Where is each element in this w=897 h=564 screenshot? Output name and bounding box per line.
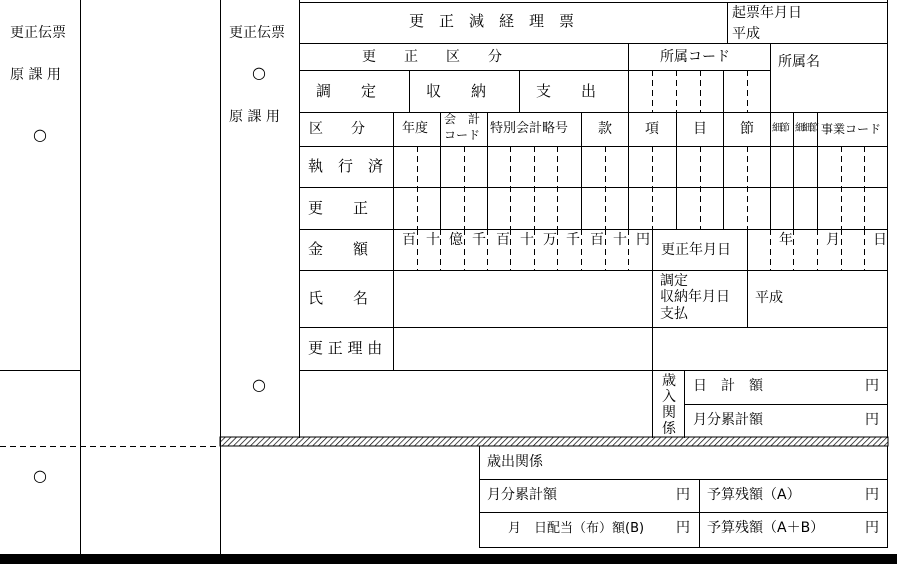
expenditure-allocation-yen: 円	[676, 520, 690, 536]
col-kou: 項	[645, 121, 659, 137]
type-shuno: 収 納	[426, 82, 487, 100]
col-saisetsu: 細節	[772, 123, 788, 134]
col-moku: 目	[693, 121, 707, 137]
stub-punch-circle-lower: ○	[33, 466, 47, 485]
expenditure-monthly-total-label: 月分累計額	[487, 487, 557, 503]
col-setsu: 節	[740, 121, 754, 137]
dept-code-label: 所属コード	[660, 49, 730, 65]
col-account-code-1: 会 計	[444, 112, 481, 126]
type-shishutsu: 支 出	[536, 82, 597, 100]
form-title: 更 正 減 経 理 票	[409, 12, 575, 30]
col-account-code-2: コード	[444, 128, 481, 142]
correction-date-label: 更正年月日	[661, 242, 731, 258]
correction-date-month: 月	[826, 232, 840, 248]
digit-unit: 十	[426, 232, 440, 248]
budget-balance-a-label: 予算残額（A）	[707, 487, 801, 503]
correction-type-label: 更 正 区 分	[362, 49, 502, 65]
digit-unit: 十	[520, 232, 534, 248]
col-project-code: 事業コード	[821, 122, 882, 136]
col-special-account: 特別会計略号	[490, 121, 569, 136]
digit-unit: 千	[566, 232, 580, 248]
revenue-label-char: 係	[662, 421, 676, 437]
budget-balance-a-yen: 円	[865, 487, 879, 503]
inner-punch-circle-lower: ○	[252, 375, 266, 394]
revenue-daily-total-label: 日 計 額	[693, 378, 763, 394]
expenditure-allocation-label: 月 日配当（布）額(B)	[508, 521, 645, 536]
dept-name-label: 所属名	[778, 54, 820, 70]
inner-dept-copy: 原 課 用	[229, 109, 280, 125]
row-name: 氏 名	[308, 289, 369, 307]
issue-date-era: 平成	[732, 26, 760, 42]
stub-punch-circle: ○	[33, 125, 47, 144]
expenditure-label: 歳出関係	[487, 454, 543, 470]
digit-unit: 百	[402, 232, 416, 248]
digit-unit: 円	[636, 232, 650, 248]
settle-date-line1: 調定	[660, 273, 688, 289]
row-executed: 執 行 済	[308, 157, 384, 175]
revenue-monthly-total-label: 月分累計額	[693, 412, 763, 428]
budget-balance-ab-label: 予算残額（A＋B）	[707, 520, 825, 536]
digit-unit: 万	[543, 232, 557, 248]
col-kubun: 区 分	[309, 121, 365, 137]
inner-title: 更正伝票	[229, 25, 285, 41]
stub-dept-copy: 原 課 用	[10, 67, 61, 83]
settle-date-line2: 収納年月日	[660, 289, 730, 305]
expenditure-monthly-yen: 円	[676, 487, 690, 503]
digit-unit: 百	[496, 232, 510, 248]
col-saisaisetsu: 細細節	[795, 123, 816, 134]
settle-date-line3: 支払	[660, 306, 688, 322]
revenue-label-char: 関	[662, 405, 676, 421]
col-kan: 款	[598, 121, 612, 137]
digit-unit: 千	[472, 232, 486, 248]
digit-unit: 百	[590, 232, 604, 248]
digit-unit: 十	[613, 232, 627, 248]
inner-punch-circle: ○	[252, 63, 266, 82]
type-chotei: 調 定	[316, 82, 377, 100]
col-year: 年度	[402, 121, 429, 136]
revenue-monthly-yen: 円	[865, 412, 879, 428]
revenue-label-char: 歳	[662, 373, 676, 389]
digit-unit: 億	[449, 232, 463, 248]
row-corrected: 更 正	[308, 199, 369, 217]
correction-date-year: 年	[779, 232, 793, 248]
stub-title: 更正伝票	[10, 25, 66, 41]
row-reason: 更 正 理 由	[308, 339, 383, 357]
revenue-daily-yen: 円	[865, 378, 879, 394]
row-amount: 金 額	[308, 240, 369, 258]
correction-date-day: 日	[873, 232, 887, 248]
issue-date-label: 起票年月日	[732, 5, 802, 21]
revenue-label-char: 入	[662, 389, 676, 405]
budget-balance-ab-yen: 円	[865, 520, 879, 536]
settle-date-era: 平成	[755, 290, 783, 306]
